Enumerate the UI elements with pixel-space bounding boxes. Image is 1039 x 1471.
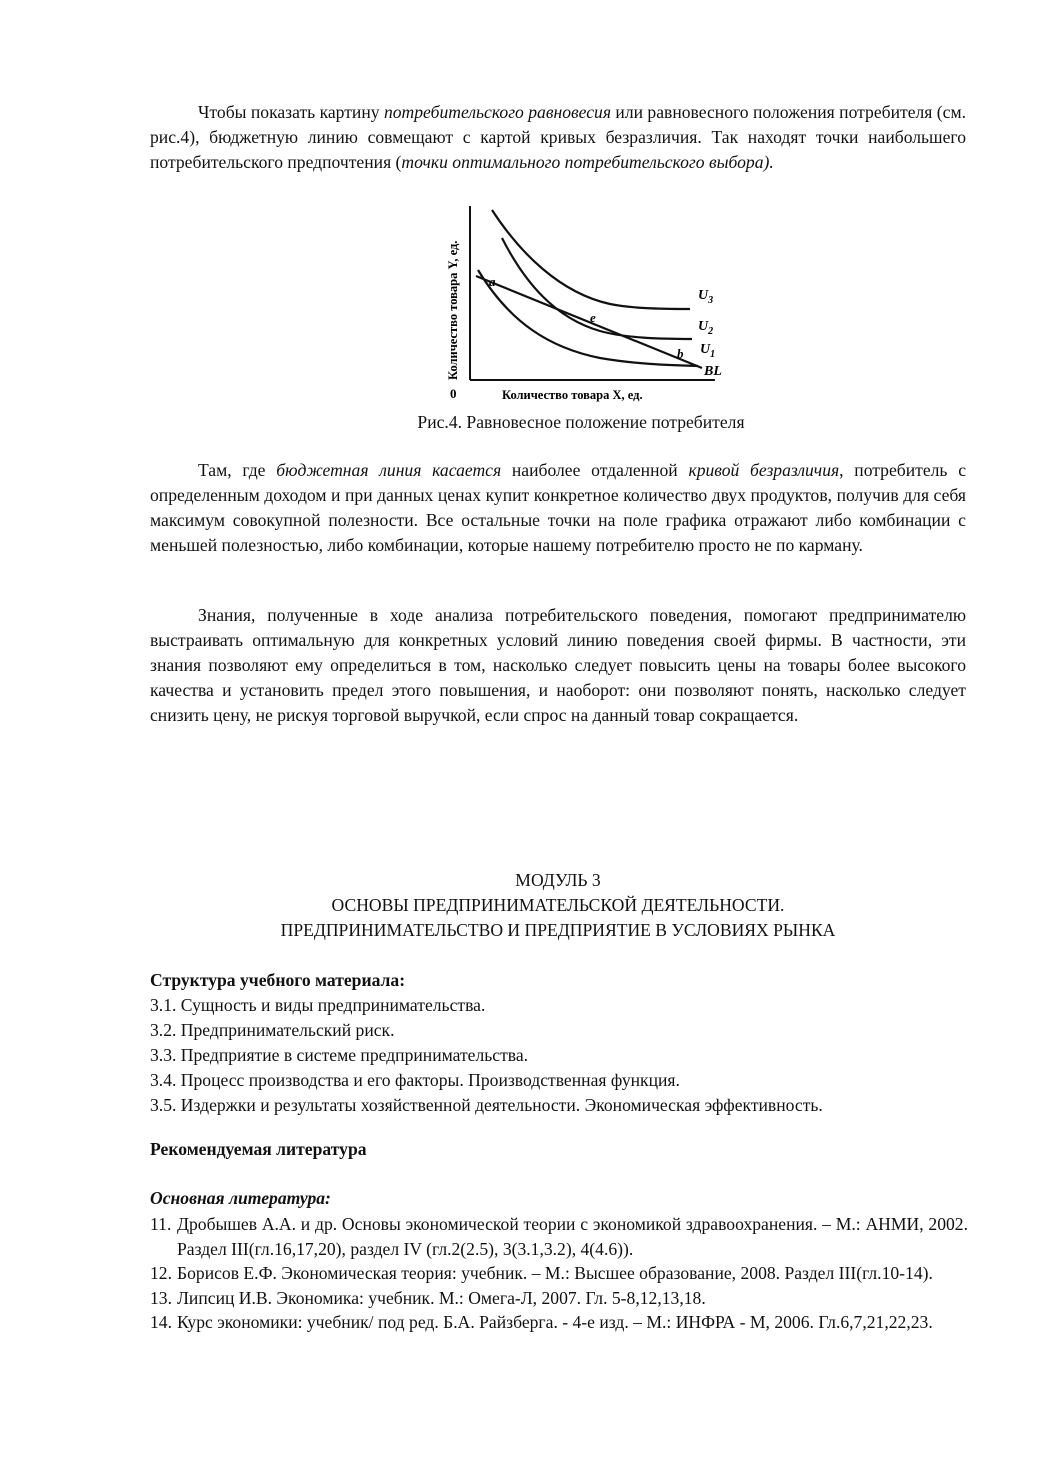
- italic-term: потребительского равновесия: [383, 102, 612, 122]
- list-item: [150, 1212, 968, 1261]
- curve-u2: [502, 238, 692, 339]
- italic-term: точки оптимального потребительского выбора).: [401, 152, 774, 172]
- budget-line: [476, 276, 702, 368]
- x-axis-label: Количество товара X, ед.: [502, 388, 643, 402]
- item-number: 14.: [150, 1312, 172, 1333]
- item-number: 12.: [150, 1263, 172, 1284]
- curve-u1: [478, 270, 698, 366]
- equilibrium-figure: [440, 198, 740, 408]
- paragraph-budget-line: [150, 458, 966, 558]
- item-text: Курс экономики: учебник/ под ред. Б.А. Райзберга. - 4-е изд. – М.: ИНФРА - М, 2006. Гл.6,7,21,22,23.: [177, 1312, 933, 1333]
- literature-subheading: Основная литература:: [150, 1188, 331, 1208]
- module-title-line2: ПРЕДПРИНИМАТЕЛЬСТВО И ПРЕДПРИЯТИЕ В УСЛОВИЯХ РЫНКА: [280, 920, 836, 940]
- point-b-label: b: [677, 346, 684, 361]
- u1-label: $U_1$: [700, 342, 716, 360]
- item-number: 11.: [150, 1214, 172, 1234]
- paragraph-knowledge: Знания, полученные в ходе анализа потребительского поведения, помогают предпринимателю выстраивать оптимальную для конкретных условий линию поведения своей фирмы. В частности, эти знания позволяют ему определиться в том, насколько следует повысить цены на товары более высокого качества и установить предел этого повышения, и наоборот: они позволяют понять, насколько следует снизить цену, не рискуя торговой выручкой, если спрос на данный товар сокращается.: [150, 605, 966, 725]
- list-item: 3.3. Предприятие в системе предпринимательства.: [150, 1045, 529, 1065]
- structure-heading: Структура учебного материала:: [150, 970, 406, 990]
- paragraph-consumer-equilibrium: [150, 100, 966, 175]
- item-text: Дробышев А.А. и др. Основы экономической теории с экономикой здравоохранения. – М.: АНМИ, 2002. Раздел III(гл.16,17,20), раздел IV (гл.2(2.5), 3(3.1,3.2), 4(4.6)).: [177, 1214, 968, 1259]
- point-a-label: a: [489, 274, 496, 289]
- module-number: МОДУЛЬ 3: [515, 870, 601, 890]
- list-item: [150, 1261, 968, 1286]
- text-run: Там, где: [198, 460, 277, 480]
- u3-label: $U_3$: [698, 288, 714, 306]
- literature-list: [150, 1212, 968, 1335]
- module-title-line1: ОСНОВЫ ПРЕДПРИНИМАТЕЛЬСКОЙ ДЕЯТЕЛЬНОСТИ.: [331, 895, 785, 915]
- italic-term: бюджетная линия касается: [276, 460, 502, 480]
- text-run: Чтобы показать картину: [198, 102, 384, 122]
- list-item: 3.5. Издержки и результаты хозяйственной деятельности. Экономическая эффективность.: [150, 1095, 823, 1115]
- list-item: [150, 1310, 968, 1335]
- item-number: 13.: [150, 1287, 172, 1308]
- list-item: [150, 1286, 968, 1311]
- figure-caption: Рис.4. Равновесное положение потребителя: [417, 412, 745, 432]
- text-run: или равновесного положения потребителя (см. рис.4), бюджетную линию совмещают с картой кривых безразличия. Так находят точки наибольшего потребительского предпочтения (: [150, 102, 966, 172]
- point-e-label: e: [590, 310, 596, 325]
- list-item: 3.2. Предпринимательский риск.: [150, 1020, 395, 1040]
- bl-label: BL: [704, 364, 722, 379]
- u2-label: $U_2$: [698, 319, 714, 337]
- text-run: , потребитель с определенным доходом и при данных ценах купит конкретное количество двух продуктов, получив для себя максимум совокупной полезности. Все остальные точки на поле графика отражают либо комбинации с меньшей полезностью, либо комбинации, которые нашему потребителю просто не по карману.: [150, 460, 966, 555]
- y-axis-label: Количество товара Y, ед.: [446, 240, 460, 380]
- origin-label: 0: [450, 386, 457, 401]
- literature-heading: Рекомендуемая литература: [150, 1139, 367, 1159]
- list-item: 3.4. Процесс производства и его факторы. Производственная функция.: [150, 1070, 680, 1090]
- module-heading: [150, 868, 966, 943]
- text-run: наиболее отдаленной: [501, 460, 689, 480]
- structure-list: [150, 993, 980, 1118]
- indifference-chart: [440, 198, 740, 408]
- item-text: Липсиц И.В. Экономика: учебник. М.: Омега-Л, 2007. Гл. 5-8,12,13,18.: [177, 1287, 706, 1308]
- item-text: Борисов Е.Ф. Экономическая теория: учебник. – М.: Высшее образование, 2008. Раздел III(гл.10-14).: [177, 1263, 933, 1284]
- list-item: 3.1. Сущность и виды предпринимательства.: [150, 995, 486, 1015]
- italic-term: кривой безразличия: [688, 460, 840, 480]
